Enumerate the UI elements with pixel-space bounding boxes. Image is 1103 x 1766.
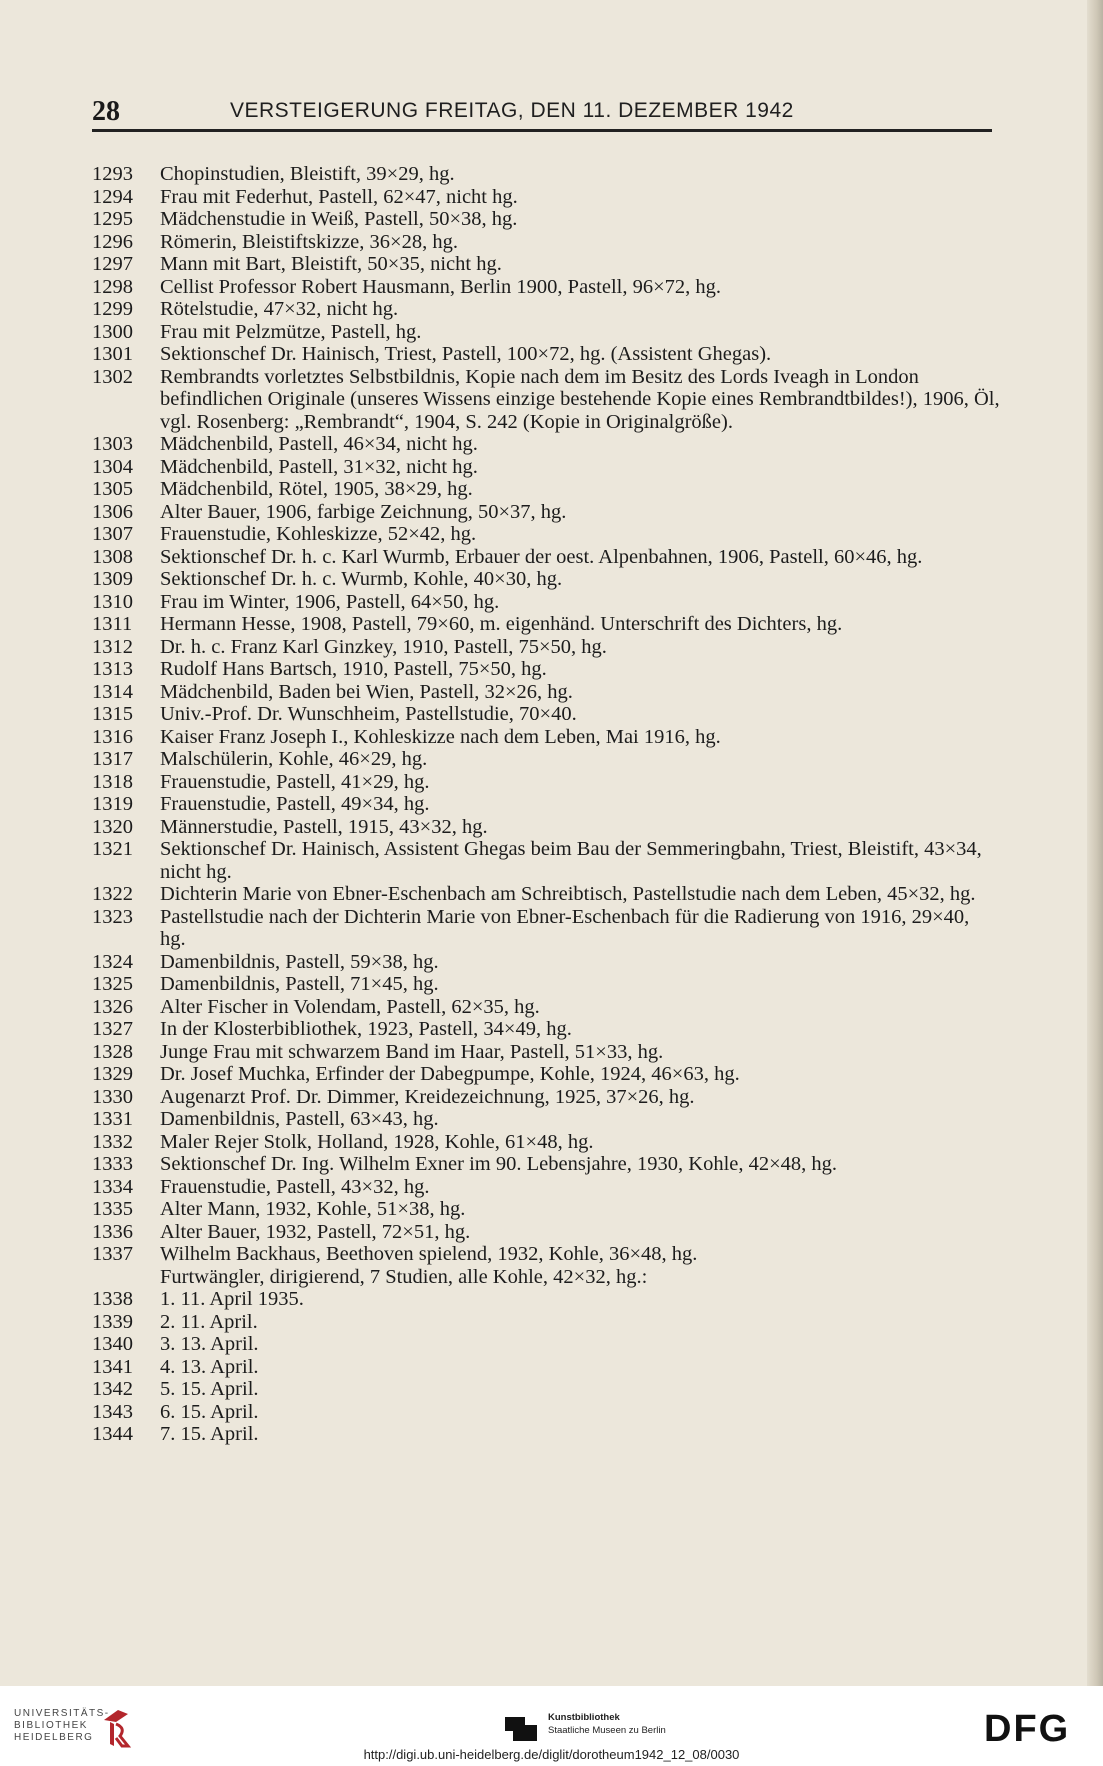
lot-description: Sektionschef Dr. h. c. Wurmb, Kohle, 40×30, hg. (160, 568, 563, 590)
lot-number: 1313 (92, 658, 133, 680)
catalog-entry (92, 546, 1012, 569)
lot-number: 1325 (92, 973, 133, 995)
lot-number: 1334 (92, 1175, 133, 1198)
lot-description: Alter Bauer, 1906, farbige Zeichnung, 50×37, hg. (160, 500, 567, 523)
catalog-entry (92, 748, 1012, 771)
lot-number: 1341 (92, 1355, 133, 1378)
header-rule (92, 129, 992, 132)
catalog-entry (92, 838, 1012, 883)
catalog-entry (92, 276, 1012, 299)
lot-number: 1344 (92, 1423, 133, 1445)
lot-number: 1342 (92, 1378, 133, 1400)
catalog-entry (92, 793, 1012, 816)
kb-title: Kunstbibliothek (548, 1712, 620, 1723)
lot-number: 1312 (92, 635, 133, 658)
lot-number: 1318 (92, 770, 133, 793)
catalog-entry (92, 703, 1012, 726)
lot-description: Kaiser Franz Joseph I., Kohleskizze nach dem Leben, Mai 1916, hg. (160, 725, 721, 748)
lot-description: Mädchenbild, Pastell, 46×34, nicht hg. (160, 433, 478, 455)
catalog-entry (92, 1041, 1012, 1064)
lot-number: 1304 (92, 455, 133, 478)
lot-number: 1311 (92, 613, 133, 635)
catalog-entry (92, 1423, 1012, 1446)
ub-heidelberg-mark-icon (100, 1706, 132, 1748)
catalog-entry (92, 1356, 1012, 1379)
lot-number: 1294 (92, 185, 133, 208)
catalog-entry (92, 231, 1012, 254)
lot-number: 1310 (92, 590, 133, 613)
lot-description: Sektionschef Dr. Hainisch, Triest, Pastell, 100×72, hg. (Assistent Ghegas). (160, 343, 772, 365)
catalog-entry (92, 321, 1012, 344)
catalog-entry (92, 253, 1012, 276)
lot-number: 1315 (92, 703, 133, 725)
lot-description: Frauenstudie, Pastell, 41×29, hg. (160, 770, 430, 793)
lot-number: 1329 (92, 1063, 133, 1085)
lot-number: 1321 (92, 838, 133, 860)
lot-description: Damenbildnis, Pastell, 71×45, hg. (160, 973, 439, 995)
lot-number: 1336 (92, 1220, 133, 1243)
kunstbibliothek-logo[interactable] (548, 1711, 666, 1737)
lot-number: 1337 (92, 1243, 133, 1265)
catalog-entry (92, 1378, 1012, 1401)
lot-number: 1293 (92, 163, 133, 185)
lot-number: 1300 (92, 320, 133, 343)
source-url[interactable]: http://digi.ub.uni-heidelberg.de/diglit/dorotheum1942_12_08/0030 (363, 1747, 740, 1762)
lot-description: 3. 13. April. (160, 1333, 259, 1355)
lot-description: 5. 15. April. (160, 1378, 259, 1400)
ub-heidelberg-logo[interactable] (14, 1708, 110, 1744)
lot-description: Cellist Professor Robert Hausmann, Berlin 1900, Pastell, 96×72, hg. (160, 275, 722, 298)
lot-number: 1319 (92, 793, 133, 815)
catalog-entry (92, 1198, 1012, 1221)
lot-description: Mädchenbild, Baden bei Wien, Pastell, 32×26, hg. (160, 680, 573, 703)
kb-subtitle: Staatliche Museen zu Berlin (548, 1725, 666, 1736)
ub-logo-line1: UNIVERSITÄTS- (14, 1708, 110, 1719)
catalog-entry (92, 816, 1012, 839)
lot-number: 1327 (92, 1018, 133, 1040)
lot-description: Damenbildnis, Pastell, 63×43, hg. (160, 1108, 439, 1130)
group-heading: Furtwängler, dirigierend, 7 Studien, alle Kohle, 42×32, hg.: (160, 1265, 648, 1288)
catalog-entry (92, 501, 1012, 524)
catalog-entry (92, 1288, 1012, 1311)
lot-description: Dr. h. c. Franz Karl Ginzkey, 1910, Pastell, 75×50, hg. (160, 635, 607, 658)
catalog-entry (92, 973, 1012, 996)
catalog-entry (92, 658, 1012, 681)
lot-number: 1324 (92, 950, 133, 973)
lot-number: 1299 (92, 298, 133, 320)
lot-description: Rudolf Hans Bartsch, 1910, Pastell, 75×50, hg. (160, 658, 547, 680)
catalog-entry (92, 523, 1012, 546)
lot-number: 1301 (92, 343, 133, 365)
lot-description: Mädchenbild, Rötel, 1905, 38×29, hg. (160, 478, 473, 500)
lot-description: Univ.-Prof. Dr. Wunschheim, Pastellstudie, 70×40. (160, 703, 577, 725)
lot-description: Mädchenstudie in Weiß, Pastell, 50×38, hg. (160, 208, 518, 230)
catalog-entry (92, 163, 1012, 186)
catalog-entry (92, 613, 1012, 636)
lot-number: 1297 (92, 253, 133, 275)
ub-logo-line3: HEIDELBERG (14, 1732, 94, 1743)
lot-description: Wilhelm Backhaus, Beethoven spielend, 1932, Kohle, 36×48, hg. (160, 1243, 698, 1265)
dfg-logo[interactable]: DFG (984, 1708, 1071, 1750)
catalog-entry (92, 298, 1012, 321)
lot-number: 1307 (92, 523, 133, 545)
lot-number: 1302 (92, 365, 133, 388)
lot-description: 4. 13. April. (160, 1355, 259, 1378)
lot-description: Dichterin Marie von Ebner-Eschenbach am Schreibtisch, Pastellstudie nach dem Leben, 45×32, hg. (160, 883, 976, 905)
catalog-entry (92, 1221, 1012, 1244)
lot-number: 1322 (92, 883, 133, 905)
lot-number: 1335 (92, 1198, 133, 1220)
lot-description: Frauenstudie, Kohleskizze, 52×42, hg. (160, 523, 477, 545)
lot-description: Männerstudie, Pastell, 1915, 43×32, hg. (160, 815, 488, 838)
catalog-entry (92, 1018, 1012, 1041)
lot-description: Frauenstudie, Pastell, 43×32, hg. (160, 1175, 430, 1198)
catalog-entry (92, 366, 1012, 434)
catalog-entry (92, 208, 1012, 231)
catalog-entry (92, 906, 1012, 951)
page-header (92, 96, 982, 126)
catalog-entry (92, 883, 1012, 906)
lot-number: 1298 (92, 275, 133, 298)
lot-description: 2. 11. April. (160, 1310, 258, 1333)
lot-description: Frau mit Pelzmütze, Pastell, hg. (160, 320, 422, 343)
lot-number: 1295 (92, 208, 133, 230)
lot-number: 1305 (92, 478, 133, 500)
lot-number: 1314 (92, 680, 133, 703)
lot-number: 1316 (92, 725, 133, 748)
lot-number: 1328 (92, 1040, 133, 1063)
lot-number: 1303 (92, 433, 133, 455)
catalog-entry (92, 996, 1012, 1019)
lot-description: Malschülerin, Kohle, 46×29, hg. (160, 748, 428, 770)
lot-number: 1343 (92, 1400, 133, 1423)
lot-description: Sektionschef Dr. h. c. Karl Wurmb, Erbauer der oest. Alpenbahnen, 1906, Pastell, 60×46, hg. (160, 545, 923, 568)
lot-number: 1323 (92, 905, 133, 928)
catalog-entry (92, 433, 1012, 456)
lot-number: 1338 (92, 1288, 133, 1310)
catalog-entry (92, 1311, 1012, 1334)
catalog-entry (92, 343, 1012, 366)
ub-logo-line2: BIBLIOTHEK (14, 1720, 88, 1731)
lot-number: 1339 (92, 1310, 133, 1333)
catalog-entry (92, 1063, 1012, 1086)
catalog-entry (92, 1131, 1012, 1154)
lot-description: Frau mit Federhut, Pastell, 62×47, nicht hg. (160, 185, 518, 208)
catalog-entry (92, 591, 1012, 614)
lot-number: 1330 (92, 1085, 133, 1108)
lot-description: Alter Mann, 1932, Kohle, 51×38, hg. (160, 1198, 466, 1220)
lot-description: Mann mit Bart, Bleistift, 50×35, nicht hg. (160, 253, 502, 275)
lot-description: Pastellstudie nach der Dichterin Marie von Ebner-Eschenbach für die Radierung von 1916, 29×40, hg. (160, 905, 970, 950)
lot-description: Römerin, Bleistiftskizze, 36×28, hg. (160, 230, 458, 253)
running-title: VERSTEIGERUNG FREITAG, DEN 11. DEZEMBER 1942 (230, 99, 794, 122)
lot-description: Rötelstudie, 47×32, nicht hg. (160, 298, 399, 320)
lot-description: Chopinstudien, Bleistift, 39×29, hg. (160, 163, 455, 185)
lot-description: Rembrandts vorletztes Selbstbildnis, Kopie nach dem im Besitz des Lords Iveagh in London befindlichen Originale (unseres Wissens einzige bestehende Kopie eines Rembrandtbildes!), 1906, Öl, vgl. Rosenberg: „Rembrandt“, 1904, S. 242 (Kopie in Originalgröße). (160, 365, 1000, 433)
lot-number: 1309 (92, 568, 133, 590)
lot-number: 1326 (92, 995, 133, 1018)
lot-description: Alter Fischer in Volendam, Pastell, 62×35, hg. (160, 995, 540, 1018)
lot-description: Dr. Josef Muchka, Erfinder der Dabegpumpe, Kohle, 1924, 46×63, hg. (160, 1063, 740, 1085)
lot-description: Augenarzt Prof. Dr. Dimmer, Kreidezeichnung, 1925, 37×26, hg. (160, 1085, 695, 1108)
lot-description: Hermann Hesse, 1908, Pastell, 79×60, m. eigenhänd. Unterschrift des Dichters, hg. (160, 613, 843, 635)
catalog-entry (92, 1086, 1012, 1109)
lot-description: Alter Bauer, 1932, Pastell, 72×51, hg. (160, 1220, 471, 1243)
lot-description: Frauenstudie, Pastell, 49×34, hg. (160, 793, 430, 815)
lot-number: 1306 (92, 500, 133, 523)
catalog-entry (92, 456, 1012, 479)
lot-description: In der Klosterbibliothek, 1923, Pastell, 34×49, hg. (160, 1018, 572, 1040)
catalog-entry (92, 1153, 1012, 1176)
catalog-list (92, 163, 1012, 1446)
lot-number: 1340 (92, 1333, 133, 1355)
lot-number: 1333 (92, 1153, 133, 1175)
lot-description: 6. 15. April. (160, 1400, 259, 1423)
catalog-entry (92, 478, 1012, 501)
lot-description: Maler Rejer Stolk, Holland, 1928, Kohle, 61×48, hg. (160, 1130, 594, 1153)
lot-description: Sektionschef Dr. Ing. Wilhelm Exner im 90. Lebensjahre, 1930, Kohle, 42×48, hg. (160, 1153, 838, 1175)
catalog-entry (92, 951, 1012, 974)
catalog-entry (92, 726, 1012, 749)
catalog-entry (92, 186, 1012, 209)
catalog-entry (92, 1176, 1012, 1199)
lot-description: Damenbildnis, Pastell, 59×38, hg. (160, 950, 439, 973)
kunstbibliothek-icon (503, 1711, 539, 1743)
catalog-entry (92, 1401, 1012, 1424)
page-edge-shadow (1087, 0, 1103, 1686)
catalog-entry (92, 681, 1012, 704)
lot-number: 1332 (92, 1130, 133, 1153)
catalog-entry (92, 636, 1012, 659)
catalog-entry (92, 1108, 1012, 1131)
lot-number: 1317 (92, 748, 133, 770)
lot-description: Sektionschef Dr. Hainisch, Assistent Ghegas beim Bau der Semmeringbahn, Triest, Bleistift, 43×34, nicht hg. (160, 838, 982, 883)
lot-number: 1320 (92, 815, 133, 838)
lot-description: Mädchenbild, Pastell, 31×32, nicht hg. (160, 455, 478, 478)
lot-description: 7. 15. April. (160, 1423, 259, 1445)
lot-number: 1296 (92, 230, 133, 253)
lot-number: 1308 (92, 545, 133, 568)
lot-description: Junge Frau mit schwarzem Band im Haar, Pastell, 51×33, hg. (160, 1040, 664, 1063)
lot-description: 1. 11. April 1935. (160, 1288, 304, 1310)
lot-description: Frau im Winter, 1906, Pastell, 64×50, hg. (160, 590, 500, 613)
catalog-entry (92, 1243, 1012, 1266)
lot-number: 1331 (92, 1108, 133, 1130)
catalog-entry (92, 1333, 1012, 1356)
catalog-entry (92, 771, 1012, 794)
page-number: 28 (92, 96, 120, 127)
catalog-entry (92, 568, 1012, 591)
